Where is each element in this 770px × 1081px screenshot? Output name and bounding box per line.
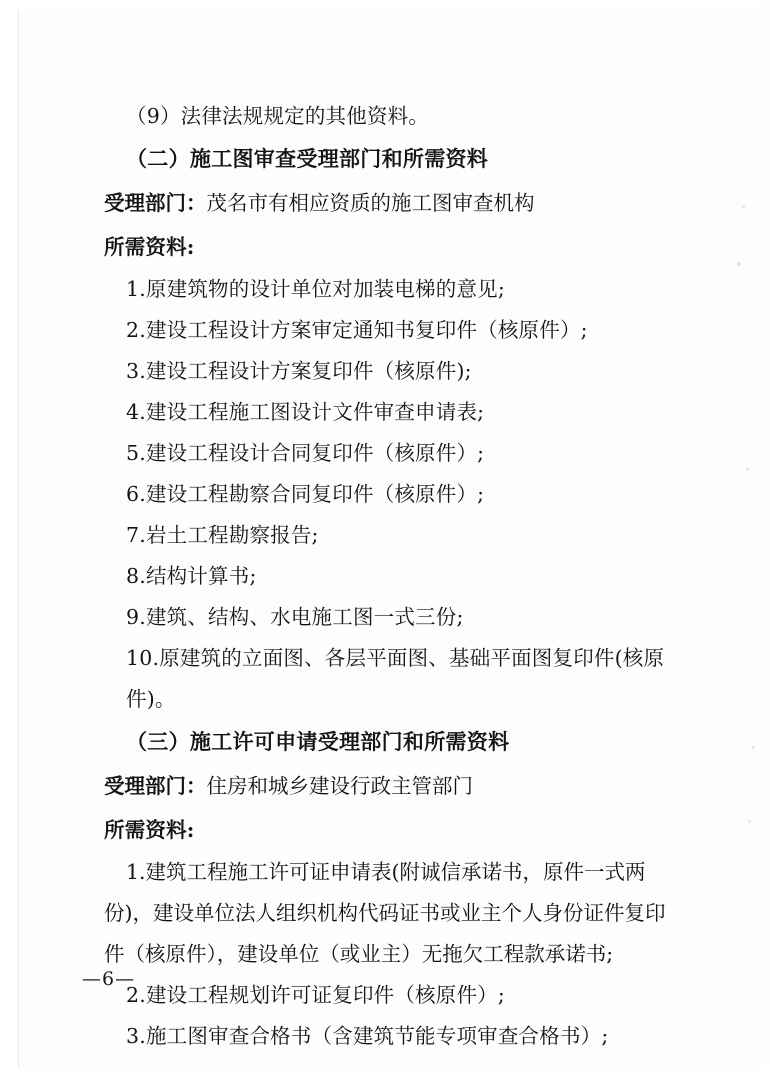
receiving-department-label: 受理部门： [104, 191, 207, 215]
list-item: 7.岩土工程勘察报告; [126, 523, 319, 547]
required-materials-label: 所需资料: [104, 235, 195, 259]
list-item: 1.原建筑物的设计单位对加装电梯的意见; [126, 277, 505, 301]
list-item: 3.施工图审查合格书（含建筑节能专项审查合格书）; [126, 1024, 609, 1048]
section-heading: （三）施工许可申请受理部门和所需资料 [126, 729, 510, 754]
document-body [104, 96, 674, 1057]
receiving-department-label: 受理部门： [104, 774, 207, 798]
scan-speck [746, 468, 749, 471]
scan-edge-top [0, 0, 770, 10]
list-item: 9.建筑、结构、水电施工图一式三份; [126, 605, 464, 629]
scan-edge-right [756, 0, 770, 1081]
scan-speck [742, 205, 745, 208]
receiving-department [104, 181, 674, 225]
page-number: —6— [82, 968, 136, 990]
list-item-paragraph: 1.建筑工程施工许可证申请表(附诚信承诺书，原件一式两份)，建设单位法人组织机构代码证书或业主个人身份证件复印件（核原件），建设单位（或业主）无拖欠工程款承诺书; [104, 860, 666, 966]
scan-speck [748, 820, 751, 823]
scan-speck [737, 262, 741, 266]
receiving-department-value: 住房和城乡建设行政主管部门 [206, 774, 473, 798]
required-materials-label: 所需资料: [104, 818, 195, 842]
scan-speck [752, 746, 755, 749]
section-heading: （二）施工图审查受理部门和所需资料 [126, 146, 489, 171]
receiving-department-value: 茂名市有相应资质的施工图审查机构 [206, 191, 535, 215]
list-item: 5.建设工程设计合同复印件（核原件）; [126, 441, 485, 465]
list-item: 8.结构计算书; [126, 564, 257, 588]
list-item: （9）法律法规规定的其他资料。 [126, 104, 430, 128]
list-item: 3.建设工程设计方案复印件（核原件); [126, 359, 472, 383]
list-item: 2.建设工程设计方案审定通知书复印件（核原件）; [126, 318, 588, 342]
receiving-department [104, 764, 674, 808]
scan-edge-left [0, 0, 19, 1081]
scan-edge-bottom [0, 1069, 770, 1081]
list-item: 4.建设工程施工图设计文件审查申请表; [126, 400, 485, 424]
list-item: 10.原建筑的立面图、各层平面图、基础平面图复印件(核原件)。 [126, 646, 665, 711]
list-item: 6.建设工程勘察合同复印件（核原件）; [126, 482, 485, 506]
list-item: 2.建设工程规划许可证复印件（核原件）; [126, 983, 505, 1007]
